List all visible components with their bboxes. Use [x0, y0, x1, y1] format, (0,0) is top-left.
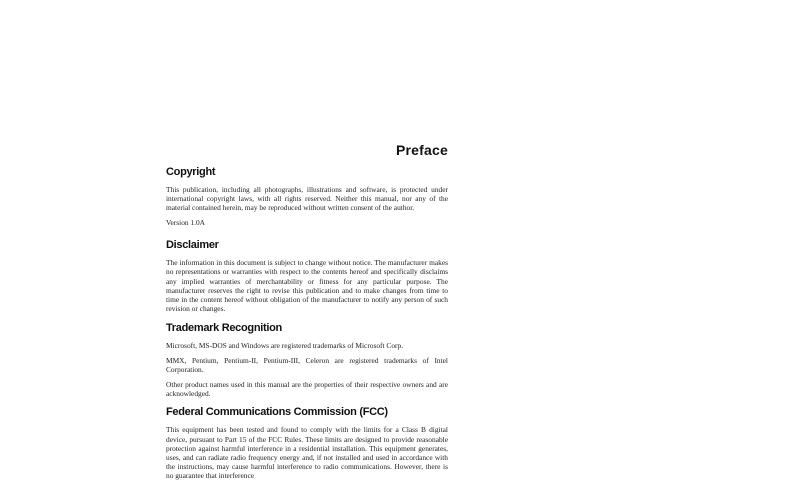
fcc-paragraph: This equipment has been tested and found to comply with the limits for a Class B digital device, pursuant to Part 15 of the FCC Rules. These limits are designed to provide reasonable protection against harmful interference in a residential installation. This equipment generates, uses, and can radiate radio frequency energy and, if not installed and used in accordance with the instructions, may cause harmful interference to radio communications. However, there is no guarantee that interference	[166, 425, 448, 480]
fcc-section	[166, 406, 448, 480]
copyright-section	[166, 166, 448, 227]
page-title: Preface	[396, 142, 448, 158]
trademark-heading: Trademark Recognition	[166, 321, 282, 334]
copyright-paragraph: This publication, including all photographs, illustrations and software, is protected under international copyright laws, with all rights reserved. Neither this manual, nor any of the material contained herein, may be reproduced without written consent of the author.	[166, 185, 448, 213]
fcc-heading: Federal Communications Commission (FCC)	[166, 406, 388, 419]
page-content	[166, 166, 448, 490]
copyright-heading: Copyright	[166, 166, 216, 178]
disclaimer-section	[166, 239, 448, 313]
version-text: Version 1.0A	[166, 218, 206, 228]
trademark-intel-paragraph: MMX, Pentium, Pentium-II, Pentium-III, Celeron are registered trademarks of Intel Corporation.	[166, 356, 448, 375]
trademark-other-paragraph: Other product names used in this manual are the properties of their respective owners and are acknowledged.	[166, 380, 448, 399]
trademark-section	[166, 322, 448, 398]
trademark-microsoft-paragraph: Microsoft, MS-DOS and Windows are registered trademarks of Microsoft Corp.	[166, 340, 404, 350]
disclaimer-heading: Disclaimer	[166, 239, 219, 252]
disclaimer-paragraph: The information in this document is subject to change without notice. The manufacturer makes no representations or warranties with respect to the contents hereof and specifically disclaims any implied warranties of merchantability or fitness for any particular purpose. The manufacturer reserves the right to revise this publication and to make changes from time to time in the content hereof without obligation of the manufacturer to notify any person of such revision or changes.	[166, 258, 448, 313]
